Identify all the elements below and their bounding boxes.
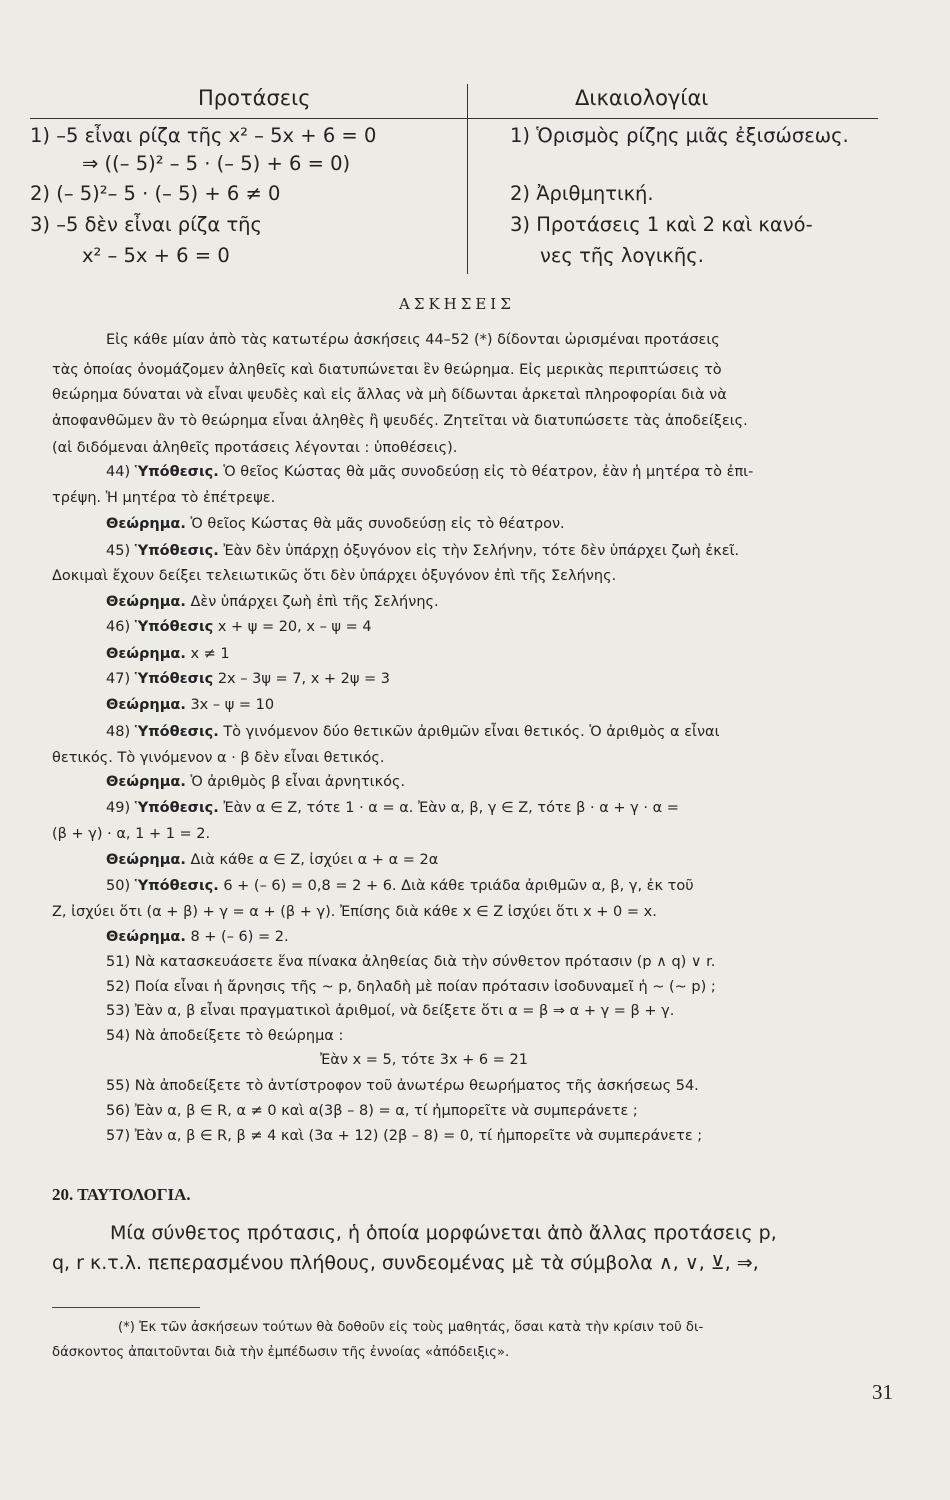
table-cell-right-5: νες τῆς λογικῆς.	[540, 244, 704, 267]
exercise-line	[106, 644, 230, 664]
intro-line-5: (αἱ διδόμεναι ἀληθεῖς προτάσεις λέγονται : ὑποθέσεις).	[52, 440, 458, 456]
exercise-number: 45)	[106, 543, 135, 559]
footnote-line-1: (*) Ἐκ τῶν ἀσκήσεων τούτων θὰ δοθοῦν εἰς τοὺς μαθητάς, ὅσαι κατὰ τὴν κρίσιν τοῦ δι-	[118, 1320, 704, 1335]
table-cell-left-3: 2) (– 5)²– 5 · (– 5) + 6 ≠ 0	[30, 182, 281, 205]
exercise-text: Νὰ ἀποδείξετε τὸ θεώρημα :	[134, 1028, 344, 1044]
exercise-line	[106, 592, 439, 612]
exercise-label: Θεώρημα.	[106, 697, 186, 713]
exercise-line	[106, 669, 390, 689]
table-cell-left-4: 3) –5 δὲν εἶναι ρίζα τῆς	[30, 213, 262, 236]
section-line-2: q, r κ.τ.λ. πεπερασμένου πλήθους, συνδεομένας μὲ τὰ σύμβολα ∧, ∨, ⊻, ⇒,	[52, 1252, 759, 1274]
exercise-text: x + ψ = 20, x – ψ = 4	[213, 619, 372, 635]
exercise-text: Νὰ κατασκευάσετε ἕνα πίνακα ἀληθείας διὰ τὴν σύνθετον πρότασιν (p ∧ q) ∨ r.	[134, 954, 716, 970]
exercise-number: 44)	[106, 464, 135, 480]
exercise-text: Δὲν ὑπάρχει ζωὴ ἐπὶ τῆς Σελήνης.	[185, 594, 439, 610]
exercise-text: Δοκιμαὶ ἔχουν δείξει τελειωτικῶς ὅτι δὲν ὑπάρχει ὀξυγόνον ἐπὶ τῆς Σελήνης.	[52, 568, 617, 584]
exercise-line	[106, 1126, 702, 1146]
exercise-number: 56)	[106, 1103, 135, 1119]
exercise-line	[106, 1101, 638, 1121]
exercise-number: 48)	[106, 724, 135, 740]
exercise-text: Ἐὰν α, β εἶναι πραγματικοὶ ἀριθμοί, νὰ δείξετε ὅτι α = β ⇒ α + γ = β + γ.	[134, 1003, 675, 1019]
exercise-line	[52, 824, 210, 844]
table-cell-right-3: 2) Ἀριθμητική.	[510, 182, 654, 205]
exercise-line	[320, 1050, 528, 1070]
exercise-label: Ὑπόθεσις.	[134, 800, 219, 816]
exercise-line	[106, 1001, 674, 1021]
exercise-number: 57)	[106, 1128, 135, 1144]
exercise-text: Ὁ θεῖος Κώστας θὰ μᾶς συνοδεύσῃ εἰς τὸ θέατρον.	[185, 516, 565, 532]
exercise-line	[106, 1026, 343, 1046]
exercise-number: 50)	[106, 878, 135, 894]
exercise-label: Ὑπόθεσις	[134, 671, 214, 687]
exercise-text: 8 + (– 6) = 2.	[185, 929, 289, 945]
exercise-line	[106, 952, 715, 972]
table-header-justifications: Δικαιολογίαι	[575, 86, 709, 110]
intro-line-2: τὰς ὁποίας ὀνομάζομεν ἀληθεῖς καὶ διατυπώνεται ἓν θεώρημα. Εἰς μερικὰς περιπτώσεις τὸ	[52, 362, 722, 378]
exercise-number: 47)	[106, 671, 135, 687]
exercise-text: τρέψη. Ἡ μητέρα τὸ ἐπέτρεψε.	[52, 490, 276, 506]
exercise-label: Θεώρημα.	[106, 852, 186, 868]
exercise-line	[106, 927, 289, 947]
exercise-line	[106, 722, 720, 742]
intro-line-1: Εἰς κάθε μίαν ἀπὸ τὰς κατωτέρω ἀσκήσεις 44–52 (*) δίδονται ὡρισμέναι προτάσεις	[106, 332, 720, 348]
exercise-text: Ἐὰν α, β ∈ R, β ≠ 4 καὶ (3α + 12) (2β – 8) = 0, τί ἠμπορεῖτε νὰ συμπεράνετε ;	[134, 1128, 703, 1144]
table-cell-left-2: ⇒ ((– 5)² – 5 · (– 5) + 6 = 0)	[82, 152, 351, 175]
exercise-line	[106, 514, 565, 534]
section-title: 20. ΤΑΥΤΟΛΟΓΙΑ.	[52, 1185, 191, 1204]
exercise-number: 52)	[106, 979, 135, 995]
table-cell-right-1: 1) Ὁρισμὸς ρίζης μιᾶς ἐξισώσεως.	[510, 124, 849, 147]
exercise-text: Ἐὰν δὲν ὑπάρχῃ ὀξυγόνον εἰς τὴν Σελήνην, τότε δὲν ὑπάρχει ζωὴ ἐκεῖ.	[218, 543, 740, 559]
exercise-number: 54)	[106, 1028, 135, 1044]
exercise-line	[106, 541, 739, 561]
exercise-text: 3x – ψ = 10	[185, 697, 275, 713]
exercise-label: Θεώρημα.	[106, 774, 186, 790]
footnote-rule	[52, 1307, 200, 1308]
table-column-divider	[467, 84, 468, 274]
page-number: 31	[872, 1380, 893, 1404]
exercise-text: Ποία εἶναι ἡ ἄρνησις τῆς ~ p, δηλαδὴ μὲ ποίαν πρότασιν ἰσοδυναμεῖ ἡ ~ (~ p) ;	[134, 979, 716, 995]
intro-line-3: θεώρημα δύναται νὰ εἶναι ψευδὲς καὶ εἰς ἄλλας νὰ μὴ δίδωνται ἀρκεταὶ πληροφορίαι διὰ νὰ	[52, 387, 727, 403]
exercise-line	[106, 462, 753, 482]
exercise-line	[52, 902, 657, 922]
exercise-line	[52, 748, 385, 768]
exercise-label: Ὑπόθεσις.	[134, 464, 219, 480]
exercise-text: Νὰ ἀποδείξετε τὸ ἀντίστροφον τοῦ ἀνωτέρω θεωρήματος τῆς ἀσκήσεως 54.	[134, 1078, 699, 1094]
exercise-line	[106, 772, 405, 792]
exercise-number: 49)	[106, 800, 135, 816]
exercise-line	[106, 798, 679, 818]
exercise-text: Ἐὰν x = 5, τότε 3x + 6 = 21	[320, 1052, 528, 1068]
exercises-heading: ΑΣΚΗΣΕΙΣ	[399, 295, 515, 313]
table-cell-left-1: 1) –5 εἶναι ρίζα τῆς x² – 5x + 6 = 0	[30, 124, 377, 147]
exercise-label: Θεώρημα.	[106, 516, 186, 532]
exercise-line	[52, 566, 616, 586]
exercise-text: Ἐὰν α ∈ Z, τότε 1 · α = α. Ἐὰν α, β, γ ∈ Z, τότε β · α + γ · α =	[218, 800, 679, 816]
footnote-line-2: δάσκοντος ἀπαιτοῦνται διὰ τὴν ἐμπέδωσιν τῆς ἐννοίας «ἀπόδειξις».	[52, 1345, 510, 1360]
intro-line-4: ἀποφανθῶμεν ἂν τὸ θεώρημα εἶναι ἀληθὲς ἢ ψευδές. Ζητεῖται νὰ διατυπώσετε τὰς ἀποδείξεις.	[52, 413, 748, 429]
exercise-label: Ὑπόθεσις	[134, 619, 214, 635]
exercise-text: 6 + (– 6) = 0,8 = 2 + 6. Διὰ κάθε τριάδα ἀριθμῶν α, β, γ, ἐκ τοῦ	[218, 878, 694, 894]
exercise-text: Ἐὰν α, β ∈ R, α ≠ 0 καὶ α(3β – 8) = α, τί ἠμπορεῖτε νὰ συμπεράνετε ;	[134, 1103, 638, 1119]
exercise-text: Τὸ γινόμενον δύο θετικῶν ἀριθμῶν εἶναι θετικός. Ὁ ἀριθμὸς α εἶναι	[218, 724, 720, 740]
exercise-line	[106, 876, 694, 896]
table-cell-right-4: 3) Προτάσεις 1 καὶ 2 καὶ κανό-	[510, 213, 813, 236]
exercise-label: Θεώρημα.	[106, 646, 186, 662]
exercise-text: θετικός. Τὸ γινόμενον α · β δὲν εἶναι θετικός.	[52, 750, 385, 766]
table-header-propositions: Προτάσεις	[198, 86, 311, 110]
exercise-label: Ὑπόθεσις.	[134, 878, 219, 894]
exercise-text: x ≠ 1	[185, 646, 230, 662]
exercise-text: Διὰ κάθε α ∈ Z, ἰσχύει α + α = 2α	[185, 852, 439, 868]
exercise-label: Ὑπόθεσις.	[134, 724, 219, 740]
exercise-line	[106, 977, 716, 997]
exercise-label: Θεώρημα.	[106, 594, 186, 610]
section-line-1: Μία σύνθετος πρότασις, ἡ ὁποία μορφώνεται ἀπὸ ἄλλας προτάσεις p,	[110, 1222, 777, 1244]
exercise-label: Ὑπόθεσις.	[134, 543, 219, 559]
exercise-number: 46)	[106, 619, 135, 635]
table-cell-left-5: x² – 5x + 6 = 0	[82, 244, 230, 267]
exercise-number: 55)	[106, 1078, 135, 1094]
exercise-text: (β + γ) · α, 1 + 1 = 2.	[52, 826, 211, 842]
exercise-text: Ὁ θεῖος Κώστας θὰ μᾶς συνοδεύσῃ εἰς τὸ θέατρον, ἐὰν ἡ μητέρα τὸ ἐπι-	[218, 464, 754, 480]
exercise-text: Z, ἰσχύει ὅτι (α + β) + γ = α + (β + γ). Ἐπίσης διὰ κάθε x ∈ Z ἰσχύει ὅτι x + 0 = x.	[52, 904, 657, 920]
exercise-number: 53)	[106, 1003, 135, 1019]
table-header-rule	[30, 118, 878, 119]
exercise-line	[106, 850, 438, 870]
exercise-line	[106, 1076, 699, 1096]
exercise-text: 2x – 3ψ = 7, x + 2ψ = 3	[213, 671, 391, 687]
exercise-line	[106, 617, 372, 637]
exercise-line	[52, 488, 275, 508]
exercise-line	[106, 695, 274, 715]
exercise-text: Ὁ ἀριθμὸς β εἶναι ἀρνητικός.	[185, 774, 406, 790]
exercise-number: 51)	[106, 954, 135, 970]
exercise-label: Θεώρημα.	[106, 929, 186, 945]
